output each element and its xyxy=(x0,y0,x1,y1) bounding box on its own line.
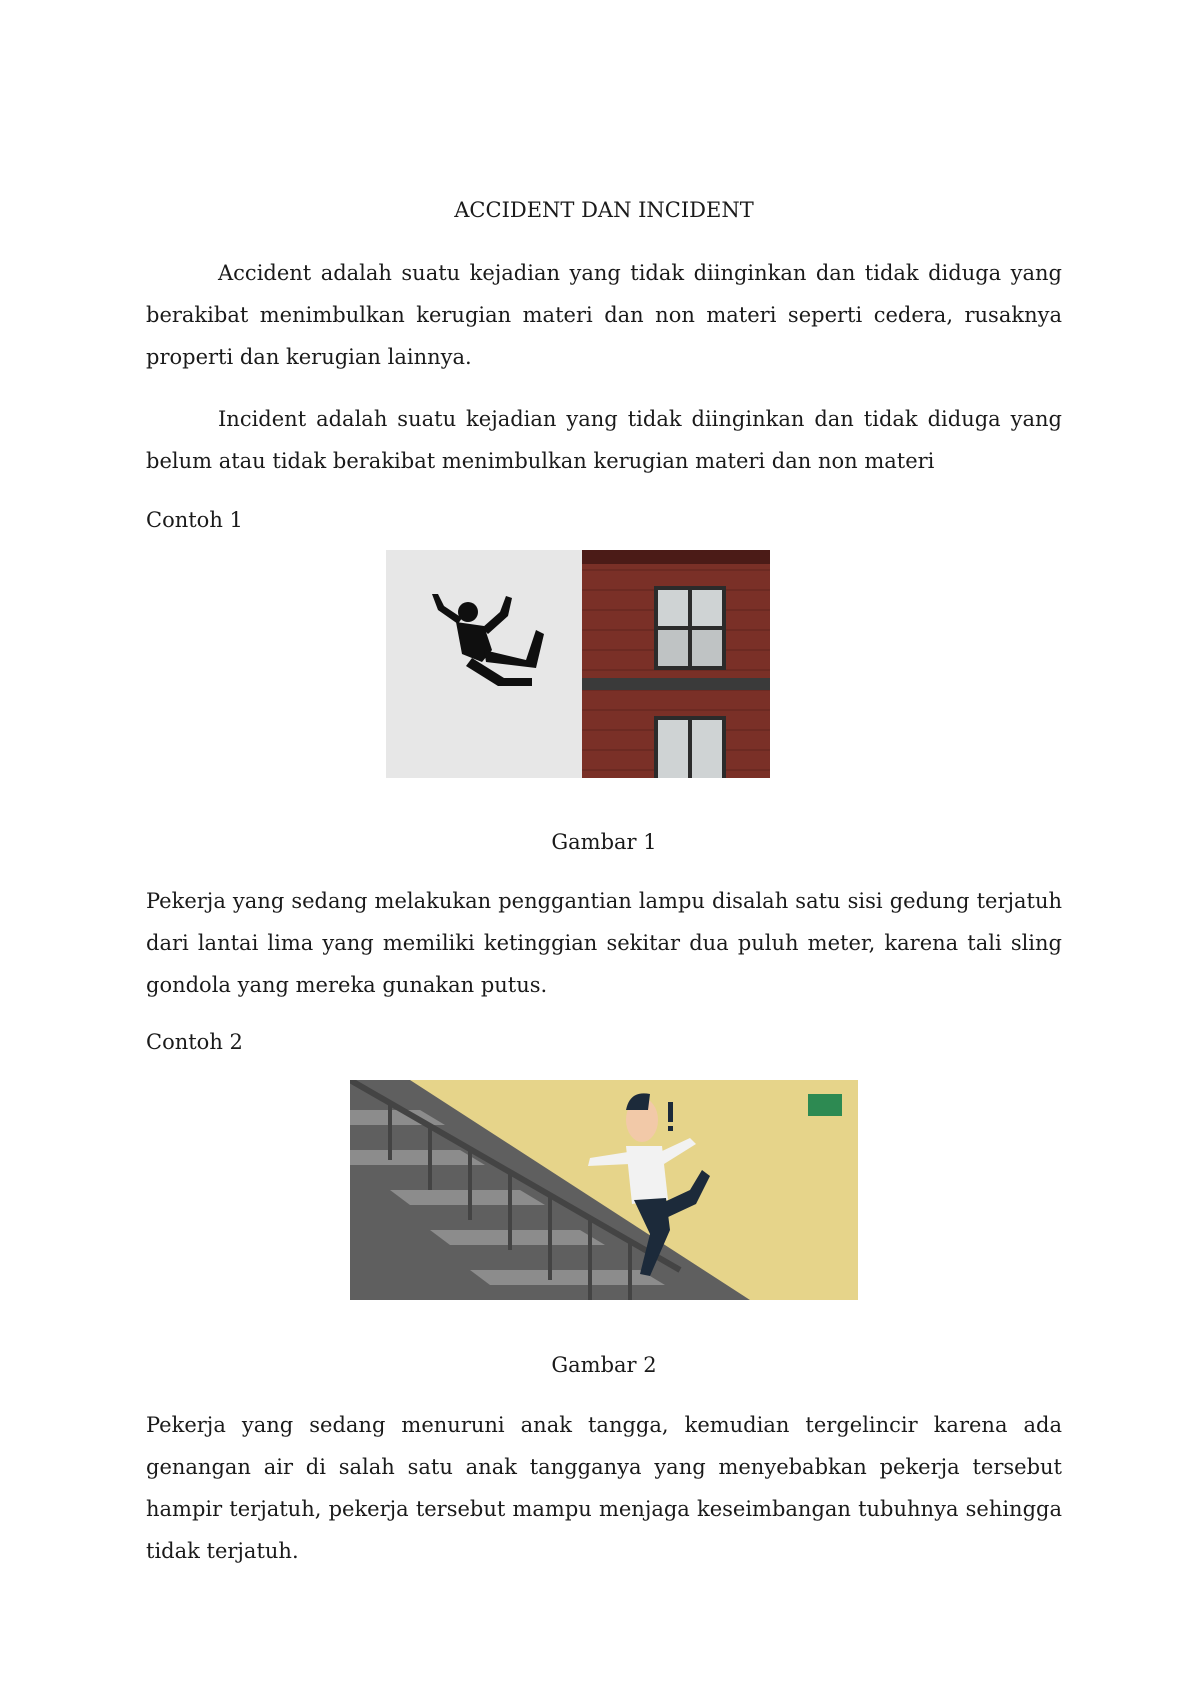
document-title: ACCIDENT DAN INCIDENT xyxy=(454,198,754,222)
figure-1-image xyxy=(386,550,770,778)
example-2-description: Pekerja yang sedang menuruni anak tangga, kemudian tergelincir karena ada genangan air di salah satu anak tangganya yang menyebabkan pekerja tersebut hampir terjatuh, pekerja tersebut mampu menjaga keseimbangan tubuhnya sehingga tidak terjatuh. xyxy=(146,1413,1062,1563)
figure-2-caption: Gambar 2 xyxy=(551,1353,657,1377)
incident-definition: Incident adalah suatu kejadian yang tidak diinginkan dan tidak diduga yang belum atau tidak berakibat menimbulkan kerugian materi dan non materi xyxy=(146,407,1062,473)
example-1-description: Pekerja yang sedang melakukan penggantian lampu disalah satu sisi gedung terjatuh dari lantai lima yang memiliki ketinggian sekitar dua puluh meter, karena tali sling gondola yang mereka gunakan putus. xyxy=(146,889,1062,997)
example-2-label: Contoh 2 xyxy=(146,1030,243,1054)
figure-2-image xyxy=(350,1080,858,1300)
figure-1-caption: Gambar 1 xyxy=(551,830,657,854)
accident-definition: Accident adalah suatu kejadian yang tidak diinginkan dan tidak diduga yang berakibat menimbulkan kerugian materi dan non materi seperti cedera, rusaknya properti dan kerugian lainnya. xyxy=(146,261,1062,369)
example-1-label: Contoh 1 xyxy=(146,508,243,532)
